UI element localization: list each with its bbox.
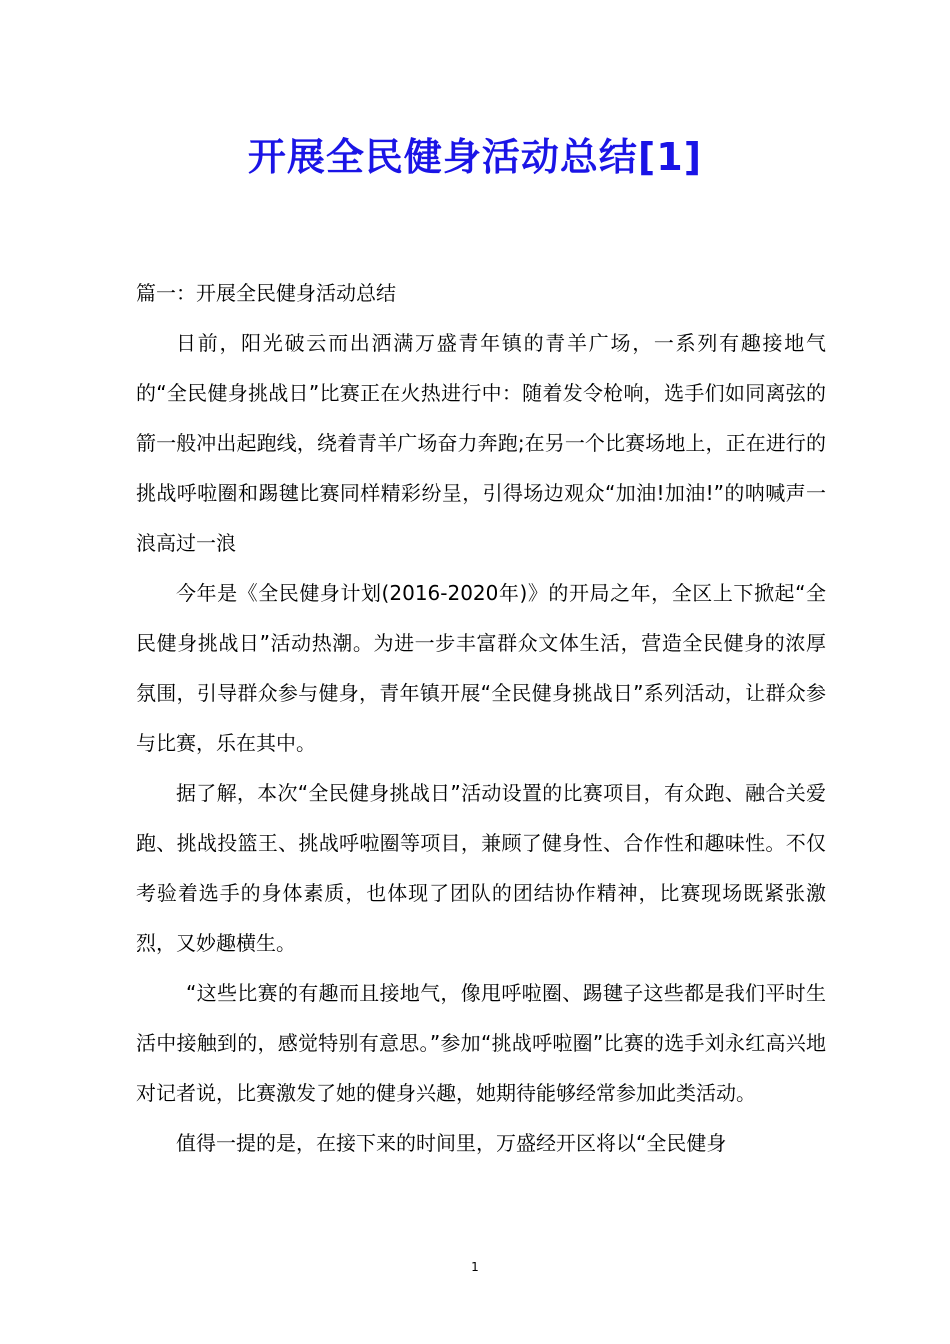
paragraph-4: “这些比赛的有趣而且接地气，像甩呼啦圈、踢毽子这些都是我们平时生活中接触到的，感觉特别有意思。”参加“挑战呼啦圈”比赛的选手刘永红高兴地对记者说，比赛激发了她的健身兴趣，她期待能够经常参加此类活动。 xyxy=(136,981,826,1105)
paragraph-2: 今年是《全民健身计划(2016-2020年)》的开局之年，全区上下掀起“全民健身挑战日”活动热潮。为进一步丰富群众文体生活，营造全民健身的浓厚氛围，引导群众参与健身，青年镇开展“全民健身挑战日”系列活动，让群众参与比赛，乐在其中。 xyxy=(136,581,826,755)
page-number: 1 xyxy=(471,1260,479,1274)
document-title: 开展全民健身活动总结[1] xyxy=(247,135,703,180)
paragraph-1: 日前，阳光破云而出洒满万盛青年镇的青羊广场，一系列有趣接地气的“全民健身挑战日”比赛正在火热进行中：随着发令枪响，选手们如同离弦的箭一般冲出起跑线，绕着青羊广场奋力奔跑;在另一个比赛场地上，正在进行的挑战呼啦圈和踢毽比赛同样精彩纷呈，引得场边观众“加油!加油!”的呐喊声一浪高过一浪 xyxy=(136,331,826,555)
paragraph-5: 值得一提的是，在接下来的时间里，万盛经开区将以“全民健身 xyxy=(176,1131,727,1155)
section-heading: 篇一：开展全民健身活动总结 xyxy=(136,281,396,305)
paragraph-3: 据了解，本次“全民健身挑战日”活动设置的比赛项目，有众跑、融合关爱跑、挑战投篮王、挑战呼啦圈等项目，兼顾了健身性、合作性和趣味性。不仅考验着选手的身体素质，也体现了团队的团结协作精神，比赛现场既紧张激烈，又妙趣横生。 xyxy=(136,781,826,955)
document-body xyxy=(136,268,826,1168)
